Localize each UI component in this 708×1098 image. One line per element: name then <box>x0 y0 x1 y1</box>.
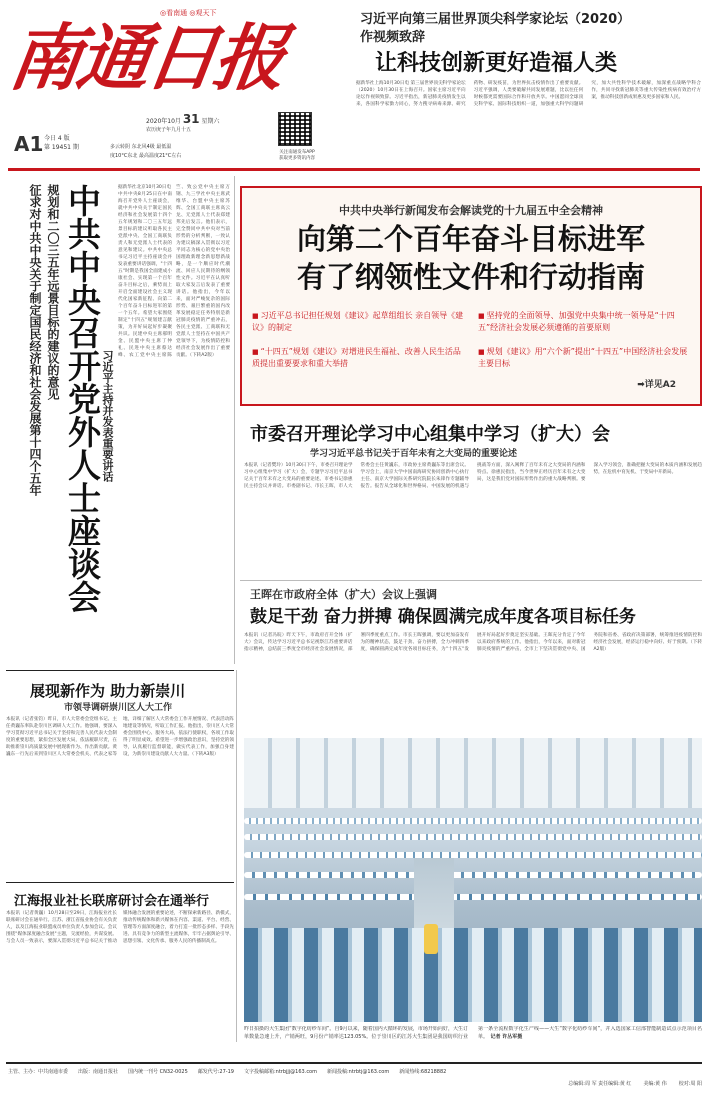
lead-box-bullets <box>252 310 692 374</box>
wang-story-headline[interactable]: 鼓足干劲 奋力拼搏 确保圆满完成年度各项目标任务 <box>250 607 636 627</box>
section-divider-1 <box>240 580 702 581</box>
qr-code[interactable] <box>278 112 312 146</box>
lead-bullet[interactable]: ■ 坚持党的全面领导、加强党中央集中统一领导是“十四五”经济社会发展必须遵循的首要原则 <box>478 310 692 333</box>
photo-spindles <box>244 808 702 928</box>
weather-line-2: 度10°C东北 最高温度21°C左右 <box>110 153 182 159</box>
left-feature-body: 据新华社北京10月30日电 中共中央8月25日在中南海召开党外人士座谈会，就中共中央关于制定国民经济和社会发展第十四个五年规划和二〇三五年远景目标的建议听取各民主党派中央、全国工商联负责人和无党派人士代表的意见和建议。中共中央总书记习近平主持座谈会并发表重要讲话强调，"十四五"时期是我国全面建成小康社会、实现第一个百年奋斗目标之后，乘势而上开启全面建设社会主义现代化国家新征程、向第二个百年奋斗目标进军的第一个五年。希望大家围绕制定"十四五"规划建言献策，为开好局起好步凝聚共识。民建中央主席郝明金、民盟中央主席丁仲礼、民进中央主席蔡达峰、农工党中央主席陈竺、致公党中央主席万钢、九三学社中央主席武维华、台盟中央主席苏辉、全国工商联主席高云龙、无党派人士代表郑建邦先后发言。他们表示，完全赞同中共中央对当前形势的分析判断，一致认为建议稿深入贯彻以习近平同志为核心的党中央治国理政新理念新思想新战略，是一个顺应时代潮流、回应人民期待的纲领性文件。习近平在认真听取大家发言后发表了重要讲话。他指出，今年以来，面对严峻复杂的国际形势、艰巨繁重的国内改革发展稳定任务特别是新冠肺炎疫情的严重冲击，各民主党派、工商联和无党派人士坚持在中国共产党领导下，为疫情防控和经济社会发展作出了重要贡献。（下转A2版） <box>118 185 230 358</box>
lead-box-headline-2[interactable]: 有了纲领性文件和行动指南 <box>296 260 645 294</box>
footer-hotline: 新闻热线:68218882 <box>399 1069 447 1075</box>
jianghai-body: 本报讯（记者黄巍）10月28日至29日，江海报业社长联席研讨会在通举行。江苏、浙江省报业协会有关负责人，以及江海报业联盟成员单位负责人参加会议。会议围绕"媒体深度融合发展"主题，交流经验，共谋发展。与会人员一致表示，要深入贯彻习近平总书记关于推动媒体融合发展的重要论述，不断探索新路径、新模式，推动传统媒体和新兴媒体在内容、渠道、平台、经营、管理等方面深度融合，着力打造一批形态多样、手段先进、具有竞争力的新型主流媒体，牢牢占据舆论引导、思想引领、文化传承、服务人民的传播制高点。 <box>6 911 234 944</box>
footer-post: 邮发代号:27-19 <box>197 1069 234 1075</box>
pages-label: 今日 4 版 <box>44 135 70 142</box>
issue-number: 第 19451 期 <box>44 144 79 151</box>
photo-caption: 昨日拍摄的大生集团“数字化纺纱车间”。自9月以来，随着国内大循环的发展，市场开始向好，大生订单数量急速上升，产销两旺，9月份产销率达123.05%。位于崇川区的江苏大生集团是我国纺织行业第一条全流程数字化生产线——大生“数字化纺纱车间”，并入选国家工信部智能制造试点示范项目名单。 记者 许丛军摄 <box>244 1026 702 1040</box>
left-feature-sub2: 规划和二〇三五年远景目标的建议的意见 <box>46 184 60 400</box>
weather-line-1: 多云转阴 东北风4级 最低温 <box>110 144 172 150</box>
footer <box>8 1068 702 1076</box>
top-story-headline[interactable]: 让科技创新更好造福人类 <box>375 51 618 76</box>
logo-tagline: ◎看南通 ◎观天下 <box>160 9 217 17</box>
factory-photo[interactable] <box>244 738 702 1022</box>
masthead-rule <box>8 168 700 171</box>
section-divider-3 <box>6 882 234 883</box>
photo-worker <box>424 924 438 954</box>
study-story-headline[interactable]: 市委召开理论学习中心组集中学习（扩大）会 <box>250 424 610 445</box>
column-divider-1 <box>234 176 235 664</box>
photo-machines <box>244 928 702 1022</box>
chongchuan-sub: 市领导调研崇川区人大工作 <box>64 703 173 713</box>
footer-publisher: 出版：南通日报社 <box>78 1069 119 1075</box>
top-story-kicker: 习近平向第三届世界顶尖科学家论坛（2020） <box>360 12 631 27</box>
wang-story-kicker: 王晖在市政府全体（扩大）会议上强调 <box>250 588 437 601</box>
publish-date: 2020年10月 31 星期六 <box>146 112 220 126</box>
lead-bullet[interactable]: ■ 习近平总书记担任规划《建议》起草组组长 亲自领导《建议》的制定 <box>252 310 464 333</box>
top-story-body: 据新华社上海10月30日电 第三届世界顶尖科学家论坛（2020）10月30日在上海召开。国家主席习近平向论坛作视频致辞。习近平指出，新冠肺炎疫情发生以来，各国科学家勠力同心，努力搜寻病毒来源、研究药物、研发疫苗，为世界抗击疫情作出了重要贡献。习近平强调，人类要破解共同发展难题，比以往任何时候都更需要国际合作和开放共享。中国愿同全球顶尖科学家、国际科技组织一道，加强重大科学问题研究，加大共性科学技术破解，加深重点战略学科合作，共同寻找新冠肺炎等重大传染性疾病有效治疗方案，推动科技创新成果惠及更多国家和人民。 <box>356 81 701 107</box>
footer-reviewer: 校对:周 阳 <box>678 1081 702 1087</box>
tag-left-icon: ◎ <box>160 9 167 17</box>
wang-story-body: 本报讯（记者冯皖）昨天下午，市政府召开全体（扩大）会议，传达学习习近平总书记视察江苏重要讲话指示精神，总结前三季度全市经济社会发展情况，部署四季度重点工作。市长王晖强调，要以更加奋发有为的精神状态，鼓足干劲、奋力拼搏，全力冲刺四季度，确保圆满完成年度各项目标任务，为"十四五"发展开好局起好步奠定坚实基础。王晖充分肯定了今年以来政府系统的工作。他指出，今年以来，面对新冠肺炎疫情的严重冲击，全市上下坚决贯彻党中央、国务院和省委、省政府决策部署，统筹推进疫情防控和经济社会发展，经济运行稳中向好、好于预期。（下转A2版） <box>244 633 702 652</box>
lead-box-kicker: 中共中央举行新闻发布会解读党的十九届五中全会精神 <box>339 204 603 217</box>
lead-box-headline-1[interactable]: 向第二个百年奋斗目标进军 <box>296 222 645 256</box>
footer-credits <box>8 1080 702 1088</box>
footer-news-email[interactable]: 新闻投稿:ntrbtj@163.com <box>327 1069 390 1075</box>
study-story-body: 本报讯（记者樊玲）10月30日下午，市委召开理论学习中心组集中学习（扩大）会，专题学习习近平总书记关于百年未有之大变局的重要论述。市委书记徐惠民主持会议并讲话。市委副书记、市长王晖，市人大常委会主任黄巍东，市政协主席黄巍东等出席会议。学习会上，南京大学中国南海研究协同创新中心执行主任、南京大学国际关系研究院院长朱锋作专题辅导报告。报告从全球化和世界格局、中国发展的机遇与挑战等方面，深入阐释了百年未有之大变局的内涵和特点。徐惠民指出，当今世界正经历百年未有之大变局，这是我们党对国际形势作出的重大战略判断。要深入学习领会，准确把握大变局的本质内涵和发展趋势，在危机中育先机、于变局中开新局。 <box>244 463 702 489</box>
footer-checker: 美编:黄 伟 <box>643 1081 667 1087</box>
lead-box-see-more[interactable]: ➡详见A2 <box>637 380 676 390</box>
footer-editor: 总编辑:周 军 责任编辑:黄 红 <box>568 1081 632 1087</box>
footer-cn: 国内统一刊号 CN32-0025 <box>128 1069 188 1075</box>
left-feature-headline[interactable]: 中共中央召开党外人士座谈会 <box>63 184 102 613</box>
lead-bullet[interactable]: ■ 规划《建议》用“六个新”提出“十四五”中国经济社会发展主要目标 <box>478 346 692 369</box>
tag-right-icon: ◎ <box>189 9 196 17</box>
jianghai-headline[interactable]: 江海报业社长联席研讨会在通举行 <box>14 894 210 909</box>
column-divider-2 <box>236 670 237 1042</box>
footer-rule <box>6 1062 702 1064</box>
newspaper-logo: 南通日报 <box>4 15 289 100</box>
edition-code: A1 <box>14 132 44 156</box>
chongchuan-body: 本报讯（记者张钧）昨日，市人大常委会党组书记、主任黄巍东率队赴崇川区调研人大工作。他强调，要深入学习贯彻习近平总书记关于坚持和完善人民代表大会制度的重要思想，紧扣全区发展大局，依法履职尽责，在助推新崇川高质量发展中展现新作为、作出新贡献。黄巍东一行先后来到崇川区人大常委会机关、代表之家等地，详细了解区人大常委会工作开展情况、代表活动阵地建设等情况，听取工作汇报。他指出，崇川区人大常委会围绕中心、服务大局，依法行使职权，各项工作取得了明显成效。希望进一步增强政治意识，坚持党的领导，认真履行监督职能，做实代表工作，加强自身建设，为新崇川建设贡献人大力量。（下转A3版） <box>6 717 234 757</box>
footer-sponsor: 主管、主办：中共南通市委 <box>8 1069 69 1075</box>
section-divider-2 <box>6 670 234 671</box>
left-feature-sub1: 征求对中共中央关于制定国民经济和社会发展第十四个五年 <box>28 184 42 496</box>
footer-email[interactable]: 文字投稿邮箱:ntrbjjj@163.com <box>243 1069 317 1075</box>
photo-ceiling <box>244 738 702 808</box>
chongchuan-headline[interactable]: 展现新作为 助力新崇川 <box>30 682 186 700</box>
qr-caption: 关注南通发布APP 获取更多资讯内容 <box>279 150 315 161</box>
lead-bullet[interactable]: ■ “十四五”规划《建议》对增进民生福祉、改善人民生活品质提出重要要求和重大举措 <box>252 346 464 369</box>
study-story-sub: 学习习近平总书记关于百年未有之大变局的重要论述 <box>310 449 518 459</box>
left-feature-sub3: 习近平主持并发表重要讲话 <box>101 350 114 482</box>
arrow-right-icon: ➡ <box>637 380 645 390</box>
lunar-date: 农历庚子年九月十五 <box>146 127 192 133</box>
top-story-kicker-2: 作视频致辞 <box>360 30 426 45</box>
lead-box <box>240 186 702 406</box>
